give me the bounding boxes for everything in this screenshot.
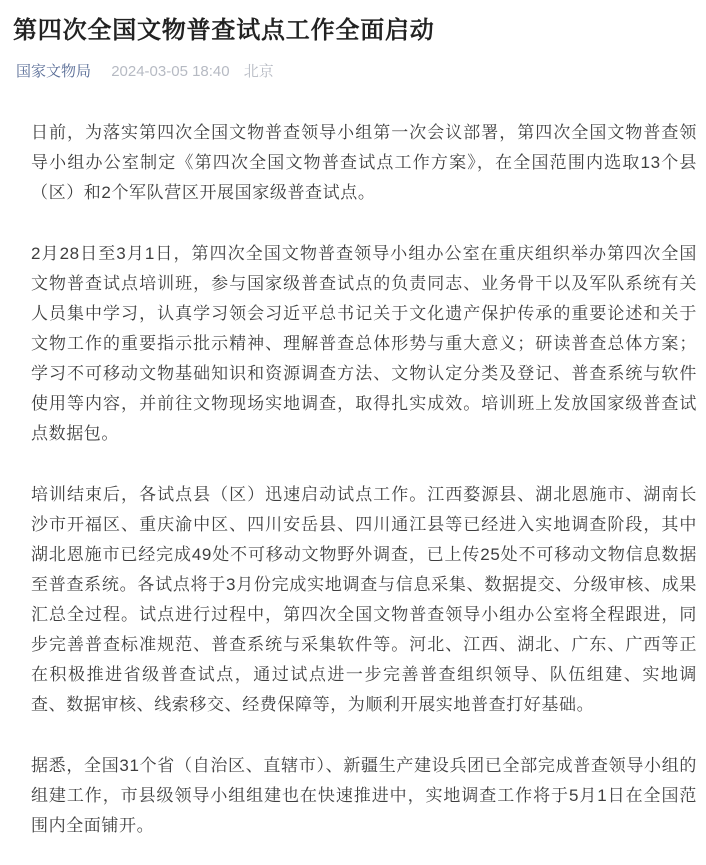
source-name-link[interactable]: 国家文物局 xyxy=(16,63,92,80)
byline xyxy=(16,62,690,82)
article-body xyxy=(0,118,706,841)
article-title: 第四次全国文物普查试点工作全面启动 xyxy=(13,17,435,44)
publish-location: 北京 xyxy=(243,63,274,80)
article-paragraph: 日前，为落实第四次全国文物普查领导小组第一次会议部署，第四次全国文物普查领导小组办公室制定《第四次全国文物普查试点工作方案》，在全国范围内选取13个县（区）和2个军队营区开展国家级普查试点。 xyxy=(31,123,697,202)
article-paragraph: 据悉，全国31个省（自治区、直辖市）、新疆生产建设兵团已全部完成普查领导小组的组建工作，市县级领导小组组建也在快速推进中，实地调查工作将于5月1日在全国范围内全面铺开。 xyxy=(31,756,697,835)
article-paragraph: 2月28日至3月1日，第四次全国文物普查领导小组办公室在重庆组织举办第四次全国文物普查试点培训班，参与国家级普查试点的负责同志、业务骨干以及军队系统有关人员集中学习，认真学习领会习近平总书记关于文化遗产保护传承的重要论述和关于文物工作的重要指示批示精神、理解普查总体形势与重大意义；研读普查总体方案；学习不可移动文物基础知识和资源调查方法、文物认定分类及登记、普查系统与软件使用等内容，并前往文物现场实地调查，取得扎实成效。培训班上发放国家级普查试点数据包。 xyxy=(31,244,697,443)
publish-datetime: 2024-03-05 18:40 xyxy=(111,63,230,80)
article-paragraph: 培训结束后，各试点县（区）迅速启动试点工作。江西婺源县、湖北恩施市、湖南长沙市开福区、重庆渝中区、四川安岳县、四川通江县等已经进入实地调查阶段，其中湖北恩施市已经完成49处不可移动文物野外调查，已上传25处不可移动文物信息数据至普查系统。各试点将于3月份完成实地调查与信息采集、数据提交、分级审核、成果汇总全过程。试点进行过程中，第四次全国文物普查领导小组办公室将全程跟进，同步完善普查标准规范、普查系统与采集软件等。河北、江西、湖北、广东、广西等正在积极推进省级普查试点，通过试点进一步完善普查组织领导、队伍组建、实地调查、数据审核、线索移交、经费保障等，为顺利开展实地普查打好基础。 xyxy=(31,485,697,714)
